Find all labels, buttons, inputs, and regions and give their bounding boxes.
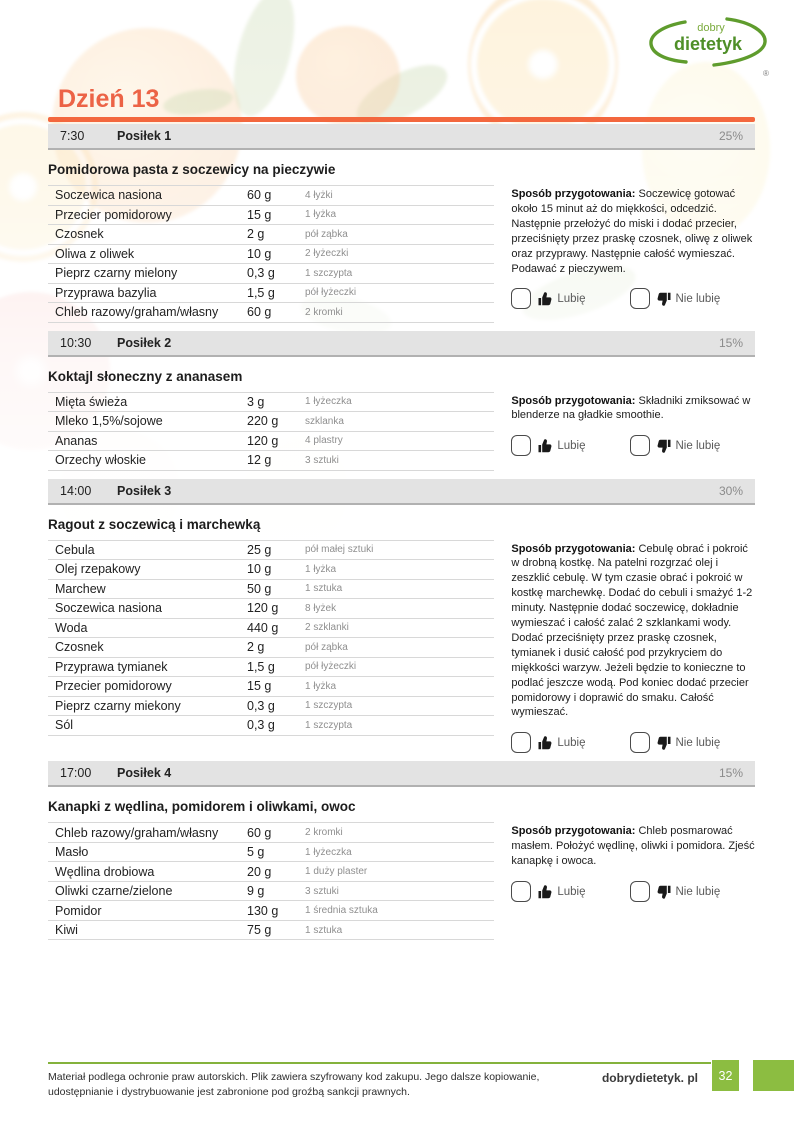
- ingredient-measure: 4 łyżki: [305, 189, 333, 201]
- ingredient-measure: 1 łyżka: [305, 680, 337, 692]
- logo-top-text: dobry: [697, 22, 725, 34]
- meal-label: Posiłek 1: [117, 129, 172, 143]
- footer: [0, 1060, 794, 1123]
- meal-time: 17:00: [60, 766, 92, 781]
- ingredient-row: [48, 580, 494, 600]
- ingredient-measure: 1 łyżka: [305, 209, 337, 221]
- ingredients-table: [48, 540, 494, 754]
- ingredient-row: [48, 823, 494, 843]
- ingredient-amount: 440 g: [247, 620, 279, 635]
- ingredient-row: [48, 677, 494, 697]
- ingredient-name: Cebula: [55, 542, 95, 557]
- preparation-column: [511, 822, 755, 940]
- ingredient-name: Oliwki czarne/zielone: [55, 884, 173, 899]
- ingredient-row: [48, 451, 494, 471]
- ingredient-amount: 120 g: [247, 433, 279, 448]
- meals-container: [48, 124, 755, 940]
- meal-time: 10:30: [60, 335, 92, 350]
- ingredient-measure: pół łyżeczki: [305, 287, 357, 299]
- ingredient-name: Przecier pomidorowy: [55, 207, 172, 222]
- meal-label: Posiłek 2: [117, 335, 172, 350]
- like-checkbox[interactable]: [511, 435, 531, 456]
- ingredient-name: Marchew: [55, 581, 106, 596]
- ingredient-row: [48, 303, 494, 323]
- ingredient-row: [48, 432, 494, 452]
- meal-label: Posiłek 3: [117, 483, 172, 498]
- ingredient-amount: 50 g: [247, 581, 272, 596]
- ingredient-measure: 3 sztuki: [305, 885, 339, 897]
- ingredient-row: [48, 393, 494, 413]
- meal-columns: [48, 822, 755, 940]
- recipe-title: Koktajl słoneczny z ananasem: [48, 368, 243, 384]
- ingredient-row: [48, 560, 494, 580]
- ingredient-name: Czosnek: [55, 227, 104, 242]
- ingredient-row: [48, 901, 494, 921]
- ingredient-amount: 75 g: [247, 923, 272, 938]
- ingredient-amount: 1,5 g: [247, 285, 275, 300]
- thumb-down-icon: [657, 439, 671, 453]
- ingredient-row: [48, 921, 494, 941]
- ingredient-amount: 3 g: [247, 394, 265, 409]
- ingredient-measure: 2 kromki: [305, 827, 343, 839]
- footer-divider: [48, 1062, 711, 1064]
- preparation-text: [511, 824, 755, 869]
- ingredient-amount: 0,3 g: [247, 698, 275, 713]
- dislike-label: Nie lubię: [675, 885, 721, 898]
- ingredient-measure: 3 sztuki: [305, 454, 339, 466]
- preparation-label: Sposób przygotowania:: [511, 542, 636, 555]
- thumb-down-icon: [657, 885, 671, 899]
- like-label: Lubię: [557, 292, 586, 305]
- logo-main-text: dietetyk: [673, 34, 743, 54]
- ingredient-measure: 2 kromki: [305, 306, 343, 318]
- preparation-body: Cebulę obrać i pokroić w drobną kostkę. Na patelni rozgrzać olej i zeszklić cebulę. W tym czasie obrać i pokroić w kostkę marchewkę. Dodać do cebuli i smażyć 1-2 minuty. Następnie dodać soczewicę, dokładnie wymieszać i całość zalać 2 szklankami wody. Dodać przeciśnięty przez praskę czosnek, tymianek i dusić całość pod przykryciem do miękkości warzyw. Jeżeli będzie to konieczne to podlać jeszcze wodą. Pod koniec dodać przecier pomidorowy i doprawić do smaku. Całość wymieszać.: [511, 542, 753, 719]
- ingredient-measure: 2 szklanki: [305, 622, 349, 634]
- feedback-row: [511, 881, 755, 902]
- ingredient-name: Pomidor: [55, 903, 102, 918]
- ingredient-name: Soczewica nasiona: [55, 601, 163, 616]
- meal-percent: 15%: [718, 335, 743, 350]
- meal-header-bar: [48, 124, 755, 150]
- ingredient-measure: 1 szczypta: [305, 267, 353, 279]
- recipe-title: Ragout z soczewicą i marchewką: [48, 516, 261, 532]
- ingredient-name: Pieprz czarny miekony: [55, 698, 181, 713]
- ingredient-measure: 1 sztuka: [305, 924, 343, 936]
- dislike-label: Nie lubię: [675, 439, 721, 452]
- ingredient-name: Czosnek: [55, 640, 104, 655]
- ingredient-measure: pół ząbka: [305, 228, 348, 240]
- ingredient-measure: 1 szczypta: [305, 700, 353, 712]
- like-checkbox[interactable]: [511, 288, 531, 309]
- ingredient-row: [48, 225, 494, 245]
- title-divider: [48, 117, 755, 122]
- meal-section: [48, 761, 755, 940]
- preparation-label: Sposób przygotowania:: [511, 394, 636, 407]
- ingredient-name: Mięta świeża: [55, 394, 128, 409]
- preparation-column: [511, 392, 755, 471]
- ingredient-amount: 60 g: [247, 305, 272, 320]
- thumb-up-icon: [538, 885, 552, 899]
- ingredient-amount: 120 g: [247, 601, 279, 616]
- ingredient-amount: 10 g: [247, 562, 272, 577]
- like-label: Lubię: [557, 439, 586, 452]
- feedback-row: [511, 732, 755, 753]
- ingredient-name: Olej rzepakowy: [55, 562, 141, 577]
- preparation-text: [511, 542, 755, 721]
- dislike-checkbox[interactable]: [630, 881, 650, 902]
- meal-time: 7:30: [60, 129, 85, 143]
- meal-time: 14:00: [60, 483, 92, 498]
- ingredient-measure: 1 szczypta: [305, 719, 353, 731]
- like-label: Lubię: [557, 885, 586, 898]
- preparation-label: Sposób przygotowania:: [511, 825, 636, 838]
- ingredient-amount: 60 g: [247, 188, 272, 203]
- meal-section: [48, 479, 755, 754]
- like-checkbox[interactable]: [511, 732, 531, 753]
- ingredient-amount: 0,3 g: [247, 266, 275, 281]
- dislike-checkbox[interactable]: [630, 435, 650, 456]
- page-title: Dzień 13: [58, 85, 160, 113]
- ingredient-amount: 1,5 g: [247, 659, 275, 674]
- ingredient-row: [48, 697, 494, 717]
- ingredient-row: [48, 186, 494, 206]
- brand-logo-icon: [645, 14, 773, 80]
- ingredient-name: Przecier pomidorowy: [55, 679, 172, 694]
- ingredient-row: [48, 284, 494, 304]
- dislike-checkbox[interactable]: [630, 288, 650, 309]
- ingredient-measure: 1 duży plaster: [305, 866, 368, 878]
- ingredient-row: [48, 638, 494, 658]
- ingredient-row: [48, 541, 494, 561]
- ingredient-amount: 10 g: [247, 246, 272, 261]
- meal-label: Posiłek 4: [117, 766, 172, 781]
- meal-columns: [48, 540, 755, 754]
- ingredient-amount: 12 g: [247, 453, 272, 468]
- ingredient-name: Masło: [55, 845, 89, 860]
- ingredient-amount: 60 g: [247, 825, 272, 840]
- preparation-text: [511, 187, 755, 276]
- thumb-up-icon: [538, 439, 552, 453]
- ingredient-measure: pół łyżeczki: [305, 661, 357, 673]
- ingredient-measure: 1 średnia sztuka: [305, 905, 378, 917]
- thumb-down-icon: [657, 736, 671, 750]
- meal-section: [48, 124, 755, 323]
- ingredient-row: [48, 619, 494, 639]
- ingredient-amount: 25 g: [247, 542, 272, 557]
- ingredient-name: Przyprawa tymianek: [55, 659, 168, 674]
- ingredient-name: Sól: [55, 718, 74, 733]
- meal-header-bar: [48, 761, 755, 787]
- thumb-up-icon: [538, 736, 552, 750]
- ingredient-measure: 1 sztuka: [305, 583, 343, 595]
- meal-columns: [48, 185, 755, 323]
- copyright-text: Materiał podlega ochronie praw autorskich. Plik zawiera szyfrowany kod zakupu. Jego dalsze kopiowanie, udostępnianie i dystrybuowanie jest zabronione pod groźbą sankcji prawnych.: [48, 1071, 540, 1098]
- meal-percent: 30%: [718, 483, 743, 498]
- dislike-checkbox[interactable]: [630, 732, 650, 753]
- meal-columns: [48, 392, 755, 471]
- ingredient-name: Woda: [55, 620, 88, 635]
- ingredient-name: Soczewica nasiona: [55, 188, 163, 203]
- ingredient-row: [48, 658, 494, 678]
- ingredient-name: Orzechy włoskie: [55, 453, 146, 468]
- dislike-label: Nie lubię: [675, 736, 721, 749]
- thumb-up-icon: [538, 292, 552, 306]
- ingredient-row: [48, 882, 494, 902]
- meal-percent: 15%: [718, 766, 743, 781]
- ingredient-name: Pieprz czarny mielony: [55, 266, 178, 281]
- feedback-row: [511, 288, 755, 309]
- ingredient-name: Chleb razowy/graham/własny: [55, 825, 219, 840]
- footer-green-block: [753, 1060, 794, 1091]
- ingredient-row: [48, 862, 494, 882]
- ingredient-amount: 20 g: [247, 864, 272, 879]
- ingredient-row: [48, 245, 494, 265]
- ingredient-row: [48, 412, 494, 432]
- meal-header-bar: [48, 331, 755, 357]
- recipe-title: Pomidorowa pasta z soczewicy na pieczywie: [48, 162, 336, 177]
- ingredient-measure: 8 łyżek: [305, 602, 337, 614]
- ingredients-table: [48, 822, 494, 940]
- ingredient-name: Wędlina drobiowa: [55, 864, 155, 879]
- ingredients-table: [48, 392, 494, 471]
- registered-mark: ®: [763, 69, 769, 78]
- ingredient-name: Kiwi: [55, 923, 78, 938]
- ingredient-name: Oliwa z oliwek: [55, 246, 135, 261]
- ingredient-measure: pół małej sztuki: [305, 544, 374, 556]
- preparation-text: [511, 394, 755, 424]
- ingredient-amount: 15 g: [247, 679, 272, 694]
- ingredient-name: Ananas: [55, 433, 98, 448]
- ingredient-amount: 9 g: [247, 884, 265, 899]
- preparation-body: Chleb posmarować masłem. Położyć wędlinę, oliwki i pomidora. Zjeść kanapkę i owoca.: [511, 825, 755, 868]
- ingredient-row: [48, 843, 494, 863]
- meal-percent: 25%: [718, 129, 743, 143]
- preparation-column: [511, 540, 755, 754]
- meal-section: [48, 331, 755, 471]
- ingredient-measure: szklanka: [305, 415, 344, 427]
- ingredient-measure: 2 łyżeczki: [305, 248, 349, 260]
- ingredient-amount: 130 g: [247, 903, 279, 918]
- ingredient-amount: 2 g: [247, 640, 265, 655]
- preparation-column: [511, 185, 755, 323]
- preparation-body: Składniki zmiksować w blenderze na gładkie smoothie.: [511, 394, 751, 422]
- ingredient-name: Mleko 1,5%/sojowe: [55, 414, 163, 429]
- thumb-down-icon: [657, 292, 671, 306]
- ingredient-amount: 15 g: [247, 207, 272, 222]
- ingredient-row: [48, 206, 494, 226]
- preparation-body: Soczewicę gotować około 15 minut aż do miękkości, odcedzić. Następnie przełożyć do miski i dodać przecier, przeciśnięty przez praskę czosnek, oliwę z oliwek oraz przyprawy. Następnie całość wymieszać. Podawać z pieczywem.: [511, 188, 753, 275]
- ingredient-measure: 4 plastry: [305, 435, 343, 447]
- ingredient-row: [48, 716, 494, 736]
- ingredient-amount: 5 g: [247, 845, 265, 860]
- dislike-label: Nie lubię: [675, 292, 721, 305]
- ingredients-table: [48, 185, 494, 323]
- ingredient-row: [48, 599, 494, 619]
- meal-header-bar: [48, 479, 755, 505]
- ingredient-amount: 0,3 g: [247, 718, 275, 733]
- page-number-badge: 32: [712, 1060, 739, 1091]
- ingredient-amount: 2 g: [247, 227, 265, 242]
- like-label: Lubię: [557, 736, 586, 749]
- website-label[interactable]: dobrydietetyk. pl: [601, 1071, 698, 1085]
- ingredient-measure: 1 łyżeczka: [305, 396, 352, 408]
- preparation-label: Sposób przygotowania:: [511, 188, 636, 200]
- like-checkbox[interactable]: [511, 881, 531, 902]
- ingredient-row: [48, 264, 494, 284]
- ingredient-measure: 1 łyżeczka: [305, 846, 352, 858]
- brand-logo: [645, 14, 773, 85]
- feedback-row: [511, 435, 755, 456]
- ingredient-name: Chleb razowy/graham/własny: [55, 305, 219, 320]
- ingredient-measure: 1 łyżka: [305, 563, 337, 575]
- ingredient-measure: pół ząbka: [305, 641, 348, 653]
- ingredient-amount: 220 g: [247, 414, 279, 429]
- recipe-title: Kanapki z wędlina, pomidorem i oliwkami, owoc: [48, 799, 356, 815]
- ingredient-name: Przyprawa bazylia: [55, 285, 157, 300]
